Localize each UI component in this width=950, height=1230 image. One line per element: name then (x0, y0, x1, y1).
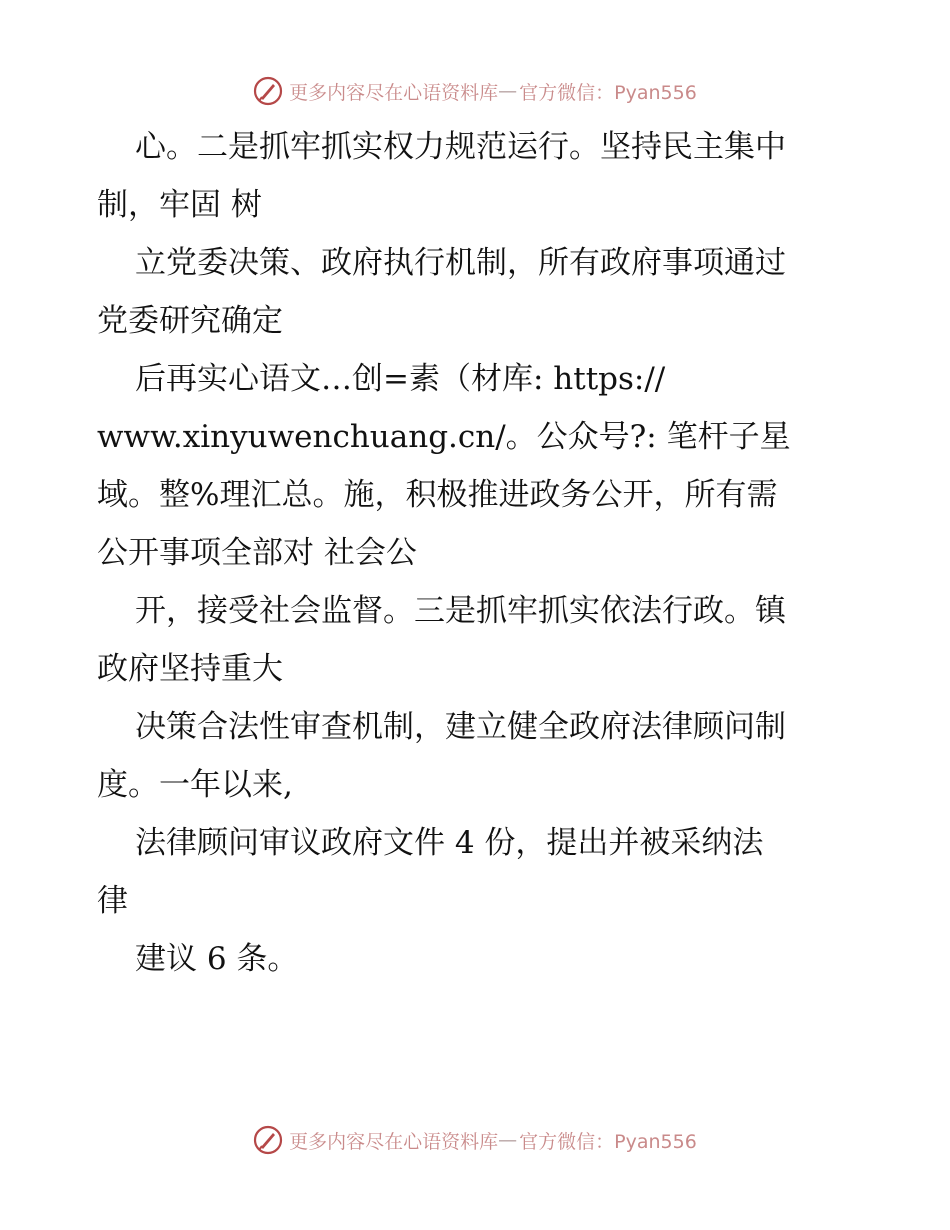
wechat-id-text: 官方微信：Pyan556 (519, 81, 697, 104)
footer-banner (0, 1120, 950, 1160)
text-line: 后再实心语文…创=素（材库: https:// (135, 361, 666, 397)
text-line: 公开事项全部对 社会公 (97, 535, 417, 571)
paragraph (97, 930, 857, 988)
paragraph (97, 582, 857, 698)
text-line: 政府坚持重大 (97, 651, 283, 687)
text-line: 开，接受社会监督。三是抓牢抓实依法行政。镇 (135, 593, 786, 629)
paragraph (97, 350, 857, 466)
text-line: 立党委决策、政府执行机制，所有政府事项通过 (135, 245, 786, 281)
banner-separator: — (498, 80, 518, 102)
wechat-id-text: 官方微信：Pyan556 (519, 1130, 697, 1153)
site-name-text: 更多内容尽在心语资料库 (289, 81, 499, 104)
paragraph (97, 234, 857, 350)
text-line: 决策合法性审查机制，建立健全政府法律顾问制 (135, 709, 786, 745)
quill-logo-icon (253, 1125, 283, 1155)
text-line: 度。一年以来, (97, 767, 293, 803)
paragraph (97, 814, 857, 930)
text-line: www.xinyuwenchuang.cn/。公众号?: 笔杆子星 (97, 419, 791, 455)
text-line: 法律顾问审议政府文件 4 份，提出并被采纳法 (135, 825, 764, 861)
header-banner (0, 71, 950, 111)
text-line: 党委研究确定 (97, 303, 283, 339)
text-line: 域。整%理汇总。施，积极推进政务公开，所有需 (97, 477, 778, 513)
paragraph (97, 118, 857, 234)
banner-separator: — (498, 1129, 518, 1151)
quill-logo-icon (253, 76, 283, 106)
paragraph (97, 698, 857, 814)
text-line: 制，牢固 树 (97, 187, 262, 223)
paragraph (97, 466, 857, 582)
text-line: 建议 6 条。 (135, 941, 299, 977)
text-line: 心。二是抓牢抓实权力规范运行。坚持民主集中 (135, 129, 786, 165)
site-name-text: 更多内容尽在心语资料库 (289, 1130, 499, 1153)
text-line: 律 (97, 883, 128, 919)
document-body (97, 118, 857, 988)
